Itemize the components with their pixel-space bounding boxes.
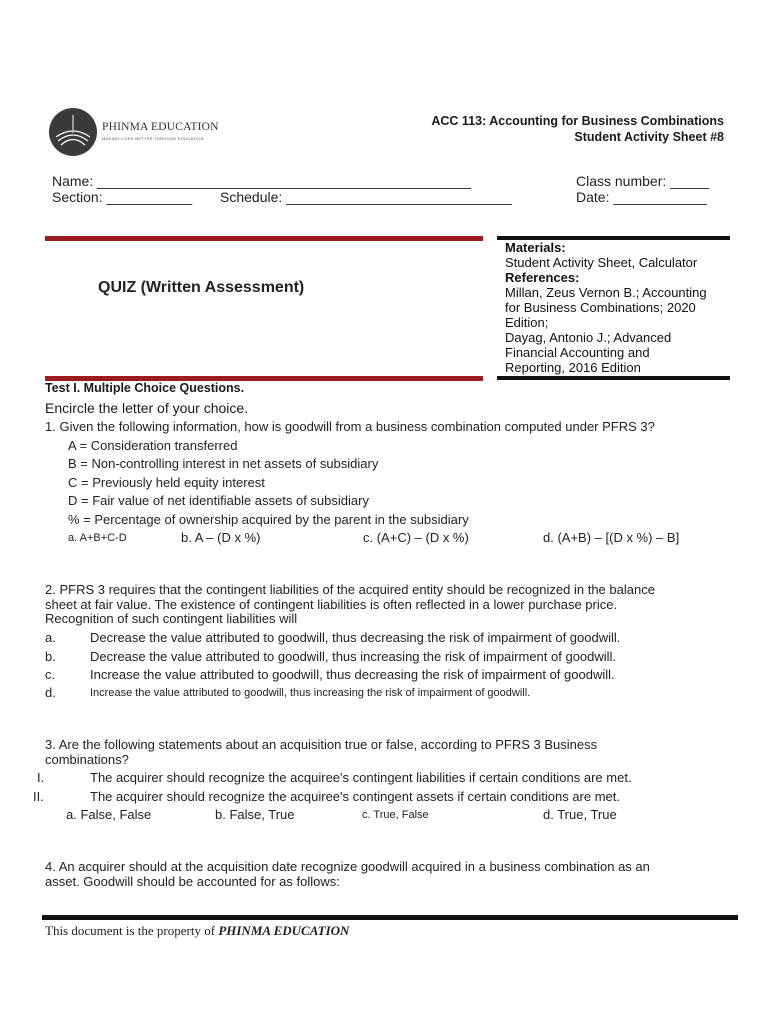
- footer-note: [45, 923, 349, 939]
- q3-numeral-1: I.: [37, 770, 45, 785]
- q1-def: C = Previously held equity interest: [68, 475, 265, 490]
- test-instruction: Encircle the letter of your choice.: [45, 400, 249, 416]
- reference-line: Millan, Zeus Vernon B.; Accounting: [505, 285, 707, 300]
- q1-choice-c[interactable]: c. (A+C) – (D x %): [363, 530, 469, 545]
- red-divider-top: [45, 236, 483, 241]
- q2-letter-d: d.: [45, 685, 56, 700]
- q1-stem: 1. Given the following information, how is goodwill from a business combination computed under PFRS 3?: [45, 419, 655, 434]
- q2-choice-d[interactable]: Increase the value attributed to goodwill, thus increasing the risk of impairment of goodwill.: [90, 687, 531, 699]
- q3-choice-c[interactable]: c. True, False: [362, 809, 429, 821]
- q1-def: % = Percentage of ownership acquired by the parent in the subsidiary: [68, 512, 469, 527]
- q2-choice-b[interactable]: Decrease the value attributed to goodwill, thus increasing the risk of impairment of goodwill.: [90, 649, 617, 664]
- references-label: References:: [505, 270, 580, 285]
- q1-def: A = Consideration transferred: [68, 438, 238, 453]
- q3-choice-d[interactable]: d. True, True: [543, 807, 617, 822]
- reference-line: Financial Accounting and: [505, 345, 650, 360]
- course-title: ACC 113: Accounting for Business Combinations: [431, 114, 724, 128]
- materials-label: Materials:: [505, 240, 566, 255]
- footer-company: PHINMA EDUCATION: [218, 923, 350, 938]
- q3-statement-1: The acquirer should recognize the acquiree's contingent liabilities if certain conditions are met.: [90, 770, 632, 785]
- q1-def: B = Non-controlling interest in net assets of subsidiary: [68, 456, 379, 471]
- section-field[interactable]: Section: ___________: [52, 189, 193, 205]
- q1-choice-d[interactable]: d. (A+B) – [(D x %) – B]: [543, 530, 680, 545]
- name-field[interactable]: Name: ________________________________________________: [52, 173, 471, 189]
- q2-letter-b: b.: [45, 649, 56, 664]
- q3-stem-line: 3. Are the following statements about an acquisition true or false, according to PFRS 3 Business: [45, 737, 598, 752]
- q2-letter-c: c.: [45, 667, 56, 682]
- reference-line: for Business Combinations; 2020: [505, 300, 696, 315]
- q1-choice-a[interactable]: a. A+B+C-D: [68, 532, 127, 544]
- q2-letter-a: a.: [45, 630, 56, 645]
- test-title: Test I. Multiple Choice Questions.: [45, 381, 245, 395]
- q2-choice-a[interactable]: Decrease the value attributed to goodwill, thus decreasing the risk of impairment of goodwill.: [90, 630, 621, 645]
- quiz-title: QUIZ (Written Assessment): [98, 279, 305, 296]
- q2-stem-line: Recognition of such contingent liabilities will: [45, 611, 298, 626]
- q2-choice-c[interactable]: Increase the value attributed to goodwill, thus decreasing the risk of impairment of goodwill.: [90, 667, 615, 682]
- footer-divider: [42, 915, 738, 920]
- q3-choice-b[interactable]: b. False, True: [215, 807, 295, 822]
- q2-stem-line: 2. PFRS 3 requires that the contingent liabilities of the acquired entity should be recognized in the balance: [45, 582, 655, 597]
- sheet-title: Student Activity Sheet #8: [574, 130, 724, 144]
- logo-name: PHINMA EDUCATION: [102, 121, 219, 133]
- schedule-field[interactable]: Schedule: _____________________________: [220, 189, 512, 205]
- materials-box: [505, 240, 730, 375]
- date-field[interactable]: Date: ____________: [576, 189, 707, 205]
- logo-tagline: MAKING LIVES BETTER THROUGH EDUCATION: [102, 136, 204, 141]
- q2-stem-line: sheet at fair value. The existence of contingent liabilities is often reflected in a lower purchase price.: [45, 597, 618, 612]
- q4-stem-line: 4. An acquirer should at the acquisition date recognize goodwill acquired in a business combination as an: [45, 859, 650, 874]
- reference-line: Edition;: [505, 315, 549, 330]
- materials-text: Student Activity Sheet, Calculator: [505, 255, 698, 270]
- class-number-field[interactable]: Class number: _____: [576, 173, 710, 189]
- footer-text: This document is the property of: [45, 923, 219, 938]
- q3-stem-line: combinations?: [45, 752, 129, 767]
- phinma-logo: [48, 107, 228, 157]
- reference-line: Dayag, Antonio J.; Advanced: [505, 330, 672, 345]
- q4-stem-line: asset. Goodwill should be accounted for as follows:: [45, 874, 340, 889]
- reference-line: Reporting, 2016 Edition: [505, 360, 641, 375]
- logo-mark-icon: [48, 107, 98, 157]
- q1-def: D = Fair value of net identifiable assets of subsidiary: [68, 493, 369, 508]
- q1-choice-b[interactable]: b. A – (D x %): [181, 530, 261, 545]
- q3-choice-a[interactable]: a. False, False: [66, 807, 152, 822]
- q3-numeral-2: II.: [33, 789, 44, 804]
- black-divider-bottom: [497, 376, 730, 380]
- q3-statement-2: The acquirer should recognize the acquiree's contingent assets if certain conditions are met.: [90, 789, 620, 804]
